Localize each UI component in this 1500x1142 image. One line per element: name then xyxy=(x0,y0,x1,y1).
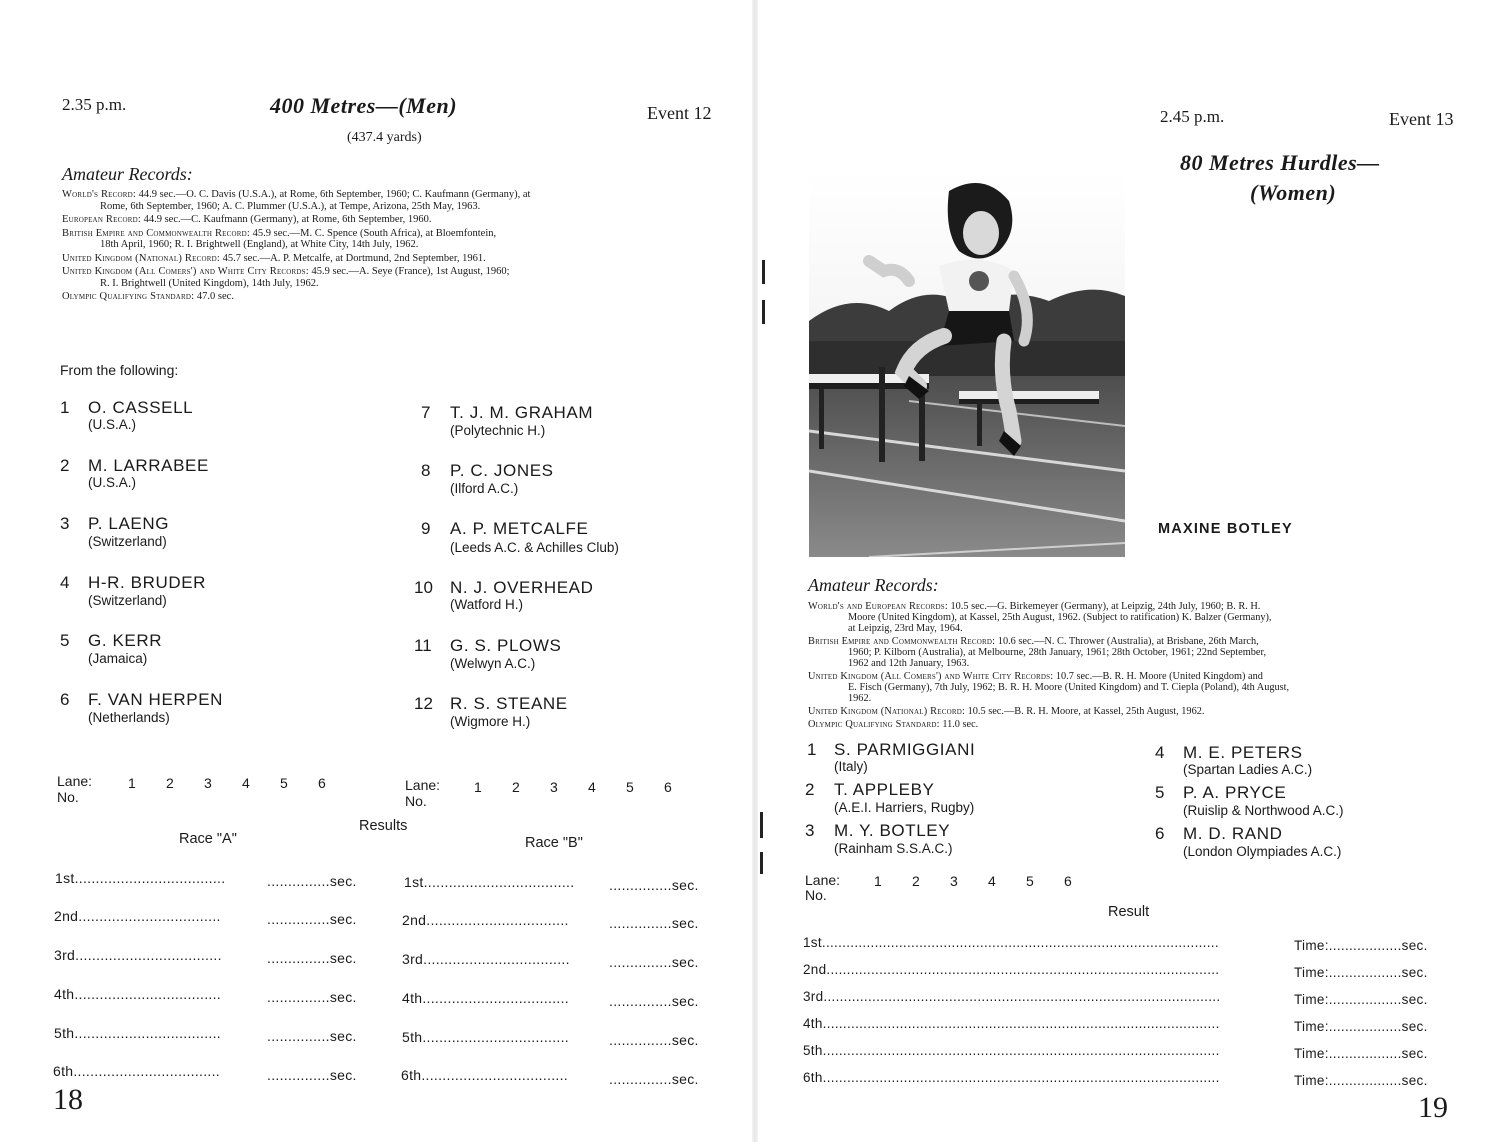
result-place-line: 1st.................................... xyxy=(404,874,575,890)
result-time-line: Time:..................sec. xyxy=(1294,1046,1428,1061)
event-title-line2: (Women) xyxy=(1250,180,1337,205)
lane-number: 1 xyxy=(474,779,482,795)
result-place-line: 4th................................... xyxy=(54,986,221,1002)
result-time-line: ...............sec. xyxy=(267,1028,357,1044)
result-time-line: ...............sec. xyxy=(609,877,699,893)
competitor-number: 1 xyxy=(60,398,70,417)
result-label: Result xyxy=(1108,904,1150,920)
result-time-line: ...............sec. xyxy=(267,989,357,1005)
result-place-line: 2nd.................................. xyxy=(54,908,221,924)
result-place-line: 6th................................... xyxy=(401,1067,568,1083)
record-entry: Olympic Qualifying Standard: 47.0 sec. xyxy=(62,291,234,302)
competitor-number: 8 xyxy=(421,461,431,480)
result-place-line: 6th.................................................................................................. xyxy=(803,1070,1220,1085)
competitor-club: (Ruislip & Northwood A.C.) xyxy=(1183,803,1344,818)
competitor-name: S. PARMIGGIANI xyxy=(834,740,976,759)
page-number: 18 xyxy=(53,1083,83,1116)
result-place-line: 4th................................... xyxy=(402,990,569,1006)
lane-number: 4 xyxy=(242,775,250,791)
lane-number: 6 xyxy=(1064,873,1072,889)
result-place-line: 5th................................... xyxy=(54,1025,221,1041)
lane-number: 1 xyxy=(128,775,136,791)
competitor-club: (Wigmore H.) xyxy=(450,714,531,729)
result-time-line: ...............sec. xyxy=(267,873,357,889)
competitor-number: 4 xyxy=(1155,743,1165,762)
no-label: No. xyxy=(57,789,79,805)
event-title: 80 Metres Hurdles— xyxy=(1180,150,1380,175)
page-number: 19 xyxy=(1418,1091,1448,1124)
result-time-line: Time:..................sec. xyxy=(1294,938,1428,953)
competitor-name: H-R. BRUDER xyxy=(88,573,207,592)
photo-caption: MAXINE BOTLEY xyxy=(1158,521,1293,537)
competitor-club: (Switzerland) xyxy=(88,534,167,549)
competitor-club: (Ilford A.C.) xyxy=(450,481,519,496)
record-entry: Olympic Qualifying Standard: 11.0 sec. xyxy=(808,719,979,730)
result-time-line: Time:..................sec. xyxy=(1294,992,1428,1007)
lane-number: 2 xyxy=(166,775,174,791)
competitor-number: 6 xyxy=(60,690,70,709)
competitor-number: 4 xyxy=(60,573,70,592)
result-time-line: ...............sec. xyxy=(609,915,699,931)
result-place-line: 6th................................... xyxy=(53,1063,220,1079)
lane-number: 2 xyxy=(512,779,520,795)
competitor-club: (Watford H.) xyxy=(450,597,524,612)
competitor-name: P. A. PRYCE xyxy=(1183,783,1287,802)
lane-number: 3 xyxy=(950,873,958,889)
result-time-line: Time:..................sec. xyxy=(1294,965,1428,980)
competitor-number: 10 xyxy=(414,578,433,597)
event-subtitle: (437.4 yards) xyxy=(347,130,422,145)
from-following-label: From the following: xyxy=(60,362,179,378)
result-place-line: 4th.................................................................................................. xyxy=(803,1016,1220,1031)
records-heading: Amateur Records: xyxy=(808,575,939,595)
athlete-photo xyxy=(809,171,1125,557)
event-number: Event 12 xyxy=(647,103,712,123)
lane-number: 6 xyxy=(664,779,672,795)
record-entry: World's Record: 44.9 sec.—O. C. Davis (U.S.A.), at Rome, 6th September, 1960; C. Kaufmann (Germany), at Rome, 6th September, 1960; A. C. Plummer (U.S.A.), at Tempe, Arizona, 25th May, 1963. xyxy=(62,189,531,212)
result-place-line: 5th.................................................................................................. xyxy=(803,1043,1220,1058)
competitor-number: 5 xyxy=(60,631,70,650)
competitor-club: (U.S.A.) xyxy=(88,417,137,432)
competitor-club: (U.S.A.) xyxy=(88,475,137,490)
competitor-name: A. P. METCALFE xyxy=(450,519,589,538)
competitor-name: P. LAENG xyxy=(88,514,170,533)
lane-number: 5 xyxy=(1026,873,1034,889)
race-b-label: Race "B" xyxy=(525,835,583,851)
result-place-line: 2nd................................................................................................. xyxy=(803,962,1220,977)
result-time-line: ...............sec. xyxy=(267,1067,357,1083)
competitor-club: (Polytechnic H.) xyxy=(450,423,546,438)
competitor-number: 11 xyxy=(414,636,432,655)
lane-number: 5 xyxy=(280,775,288,791)
lane-number: 3 xyxy=(204,775,212,791)
lane-number: 5 xyxy=(626,779,634,795)
lane-number: 4 xyxy=(988,873,996,889)
event-time: 2.35 p.m. xyxy=(62,95,127,114)
result-place-line: 3rd.................................................................................................. xyxy=(803,989,1221,1004)
competitor-name: G. KERR xyxy=(88,631,163,650)
competitor-club: (Spartan Ladies A.C.) xyxy=(1183,762,1313,777)
result-time-line: Time:..................sec. xyxy=(1294,1019,1428,1034)
competitor-club: (Netherlands) xyxy=(88,710,170,725)
competitor-club: (Welwyn A.C.) xyxy=(450,656,536,671)
results-label: Results xyxy=(359,818,408,834)
competitor-number: 5 xyxy=(1155,783,1165,802)
competitor-name: M. D. RAND xyxy=(1183,824,1283,843)
competitor-name: T. APPLEBY xyxy=(834,780,935,799)
record-entry: United Kingdom (All Comers') and White City Records: 45.9 sec.—A. Seye (France), 1st August, 1960; R. I. Brightwell (United Kingdom), 14th July, 1962. xyxy=(62,266,510,289)
competitor-club: (Italy) xyxy=(834,759,868,774)
competitor-name: G. S. PLOWS xyxy=(450,636,562,655)
result-place-line: 5th................................... xyxy=(402,1029,569,1045)
hurdler-photo-image xyxy=(809,171,1125,557)
result-place-line: 2nd.................................. xyxy=(402,912,569,928)
competitor-name: O. CASSELL xyxy=(88,398,194,417)
competitor-number: 2 xyxy=(60,456,70,475)
competitor-club: (Rainham S.S.A.C.) xyxy=(834,841,953,856)
competitor-number: 1 xyxy=(807,740,817,759)
competitor-club: (Leeds A.C. & Achilles Club) xyxy=(450,540,619,555)
result-time-line: ...............sec. xyxy=(267,911,357,927)
result-time-line: ...............sec. xyxy=(609,1071,699,1087)
result-time-line: ...............sec. xyxy=(609,954,699,970)
competitor-name: N. J. OVERHEAD xyxy=(450,578,594,597)
competitor-name: F. VAN HERPEN xyxy=(88,690,224,709)
result-place-line: 1st.................................... xyxy=(55,870,226,886)
lane-number: 6 xyxy=(318,775,326,791)
result-time-line: ...............sec. xyxy=(267,950,357,966)
competitor-name: R. S. STEANE xyxy=(450,694,568,713)
lane-label: Lane: xyxy=(805,872,841,888)
no-label: No. xyxy=(405,793,427,809)
competitor-name: M. LARRABEE xyxy=(88,456,209,475)
result-place-line: 3rd................................... xyxy=(54,947,222,963)
record-entry: British Empire and Commonwealth Record: 45.9 sec.—M. C. Spence (South Africa), at Bloemfontein, 18th April, 1960; R. I. Brightwell (England), at White City, 14th July, 1962. xyxy=(62,227,497,250)
event-title: 400 Metres—(Men) xyxy=(270,93,458,118)
lane-number: 1 xyxy=(874,873,882,889)
record-entry: European Record: 44.9 sec.—C. Kaufmann (Germany), at Rome, 6th September, 1960. xyxy=(62,214,432,225)
record-entry: World's and European Records: 10.5 sec.—G. Birkemeyer (Germany), at Leipzig, 24th July, 1960; B. R. H. Moore (United Kingdom), at Kassel, 25th August, 1962. (Subject to ratification) K. Balzer (Germany), at Leipzig, 23rd May, 1964. xyxy=(808,601,1272,634)
record-entry: British Empire and Commonwealth Record: 10.6 sec.—N. C. Thrower (Australia), at Brisbane, 26th March, 1960; P. Kilborn (Australia), at Melbourne, 28th January, 1961; 28th October, 1961; 22nd September, 1962 and 12th January, 1963. xyxy=(808,636,1267,669)
competitor-club: (Switzerland) xyxy=(88,593,167,608)
competitor-number: 7 xyxy=(421,403,431,422)
lane-label: Lane: xyxy=(57,773,93,789)
lane-number: 4 xyxy=(588,779,596,795)
competitor-number: 2 xyxy=(805,780,815,799)
result-place-line: 1st.................................................................................................. xyxy=(803,935,1219,950)
record-entry: United Kingdom (All Comers') and White City Records: 10.7 sec.—B. R. H. Moore (United Kingdom) and E. Fisch (Germany), 7th July, 1962; B. R. H. Moore (United Kingdom) and T. Ciepla (Poland), 4th August, 1962. xyxy=(808,671,1290,704)
records-block xyxy=(62,189,732,305)
competitor-number: 9 xyxy=(421,519,431,538)
lane-number: 3 xyxy=(550,779,558,795)
competitor-name: P. C. JONES xyxy=(450,461,554,480)
result-time-line: ...............sec. xyxy=(609,1032,699,1048)
race-a-label: Race "A" xyxy=(179,831,237,847)
records-block xyxy=(808,601,1460,732)
lane-label: Lane: xyxy=(405,777,441,793)
record-entry: United Kingdom (National) Record: 45.7 sec.—A. P. Metcalfe, at Dortmund, 2nd September, 1961. xyxy=(62,252,486,264)
result-time-line: Time:..................sec. xyxy=(1294,1073,1428,1088)
competitor-club: (A.E.I. Harriers, Rugby) xyxy=(834,800,975,815)
competitor-number: 3 xyxy=(60,514,70,533)
competitor-club: (London Olympiades A.C.) xyxy=(1183,844,1342,859)
competitor-name: T. J. M. GRAHAM xyxy=(450,403,594,422)
competitor-number: 12 xyxy=(414,694,433,713)
records-heading: Amateur Records: xyxy=(62,164,193,184)
lane-number: 2 xyxy=(912,873,920,889)
competitor-club: (Jamaica) xyxy=(88,651,148,666)
record-entry: United Kingdom (National) Record: 10.5 sec.—B. R. H. Moore, at Kassel, 25th August, 1962. xyxy=(808,706,1205,717)
competitor-number: 3 xyxy=(805,821,815,840)
event-time: 2.45 p.m. xyxy=(1160,107,1225,126)
no-label: No. xyxy=(805,887,827,903)
competitor-name: M. Y. BOTLEY xyxy=(834,821,951,840)
result-time-line: ...............sec. xyxy=(609,993,699,1009)
event-number: Event 13 xyxy=(1389,109,1454,129)
competitor-number: 6 xyxy=(1155,824,1165,843)
competitor-name: M. E. PETERS xyxy=(1183,743,1303,762)
result-place-line: 3rd................................... xyxy=(402,951,570,967)
